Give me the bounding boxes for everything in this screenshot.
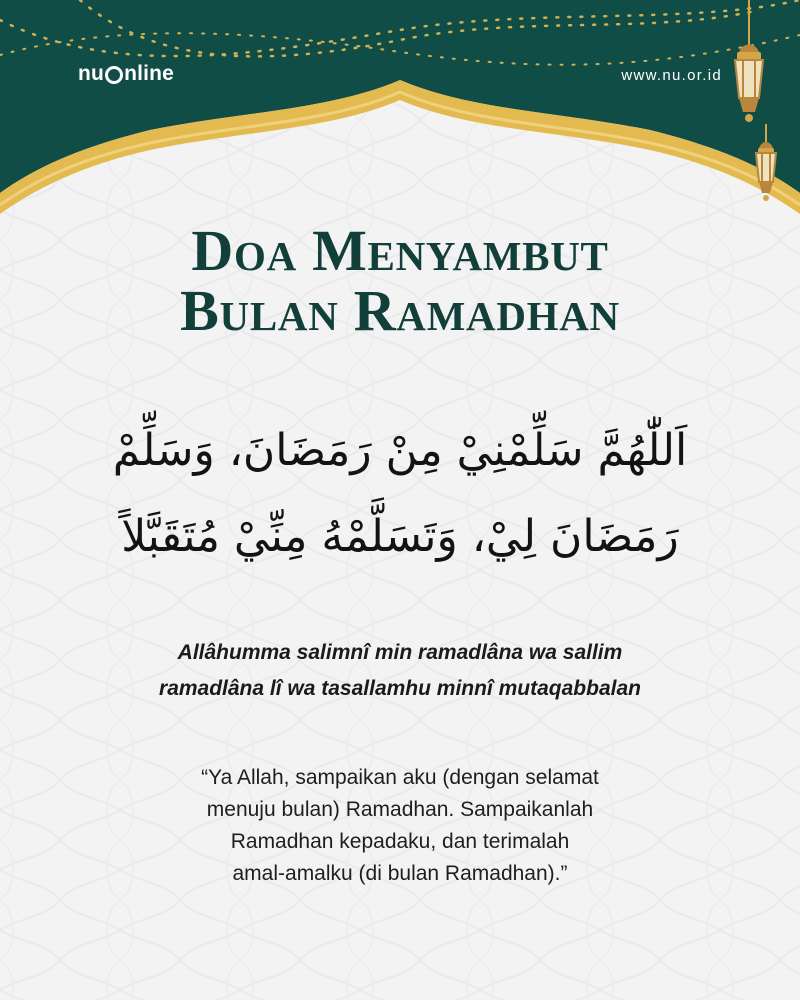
- logo-prefix: nu: [78, 62, 105, 85]
- translation-line-2: menuju bulan) Ramadhan. Sampaikanlah: [206, 798, 594, 821]
- translation-line-4: amal-amalku (di bulan Ramadhan).”: [232, 862, 568, 885]
- arabic-prayer: [60, 408, 740, 580]
- logo-ring-icon: [105, 66, 123, 84]
- lantern-icon: [752, 124, 780, 208]
- transliteration: [0, 635, 800, 707]
- website-url: www.nu.or.id: [621, 67, 722, 84]
- title-line-2: Bulan Ramadhan: [180, 278, 620, 343]
- page-title: [0, 218, 800, 343]
- lantern-icon: [731, 0, 767, 130]
- translation: [0, 762, 800, 890]
- transliteration-line-1: Allâhumma salimnî min ramadlâna wa sallim: [177, 641, 623, 664]
- arabic-line-2: رَمَضَانَ لِيْ، وَتَسَلَّمْهُ مِنِّيْ مُتَقَبَّلاً: [121, 511, 679, 562]
- arabic-line-1: اَللّٰهُمَّ سَلِّمْنِيْ مِنْ رَمَضَانَ، وَسَلِّمْ: [112, 425, 688, 476]
- transliteration-line-2: ramadlâna lî wa tasallamhu minnî mutaqabbalan: [159, 677, 641, 700]
- translation-line-1: “Ya Allah, sampaikan aku (dengan selamat: [201, 766, 599, 789]
- translation-line-3: Ramadhan kepadaku, dan terimalah: [230, 830, 570, 853]
- title-line-1: Doa Menyambut: [191, 218, 609, 283]
- logo-suffix: nline: [124, 62, 175, 85]
- nu-online-logo: [78, 62, 174, 86]
- header-band: [0, 0, 800, 240]
